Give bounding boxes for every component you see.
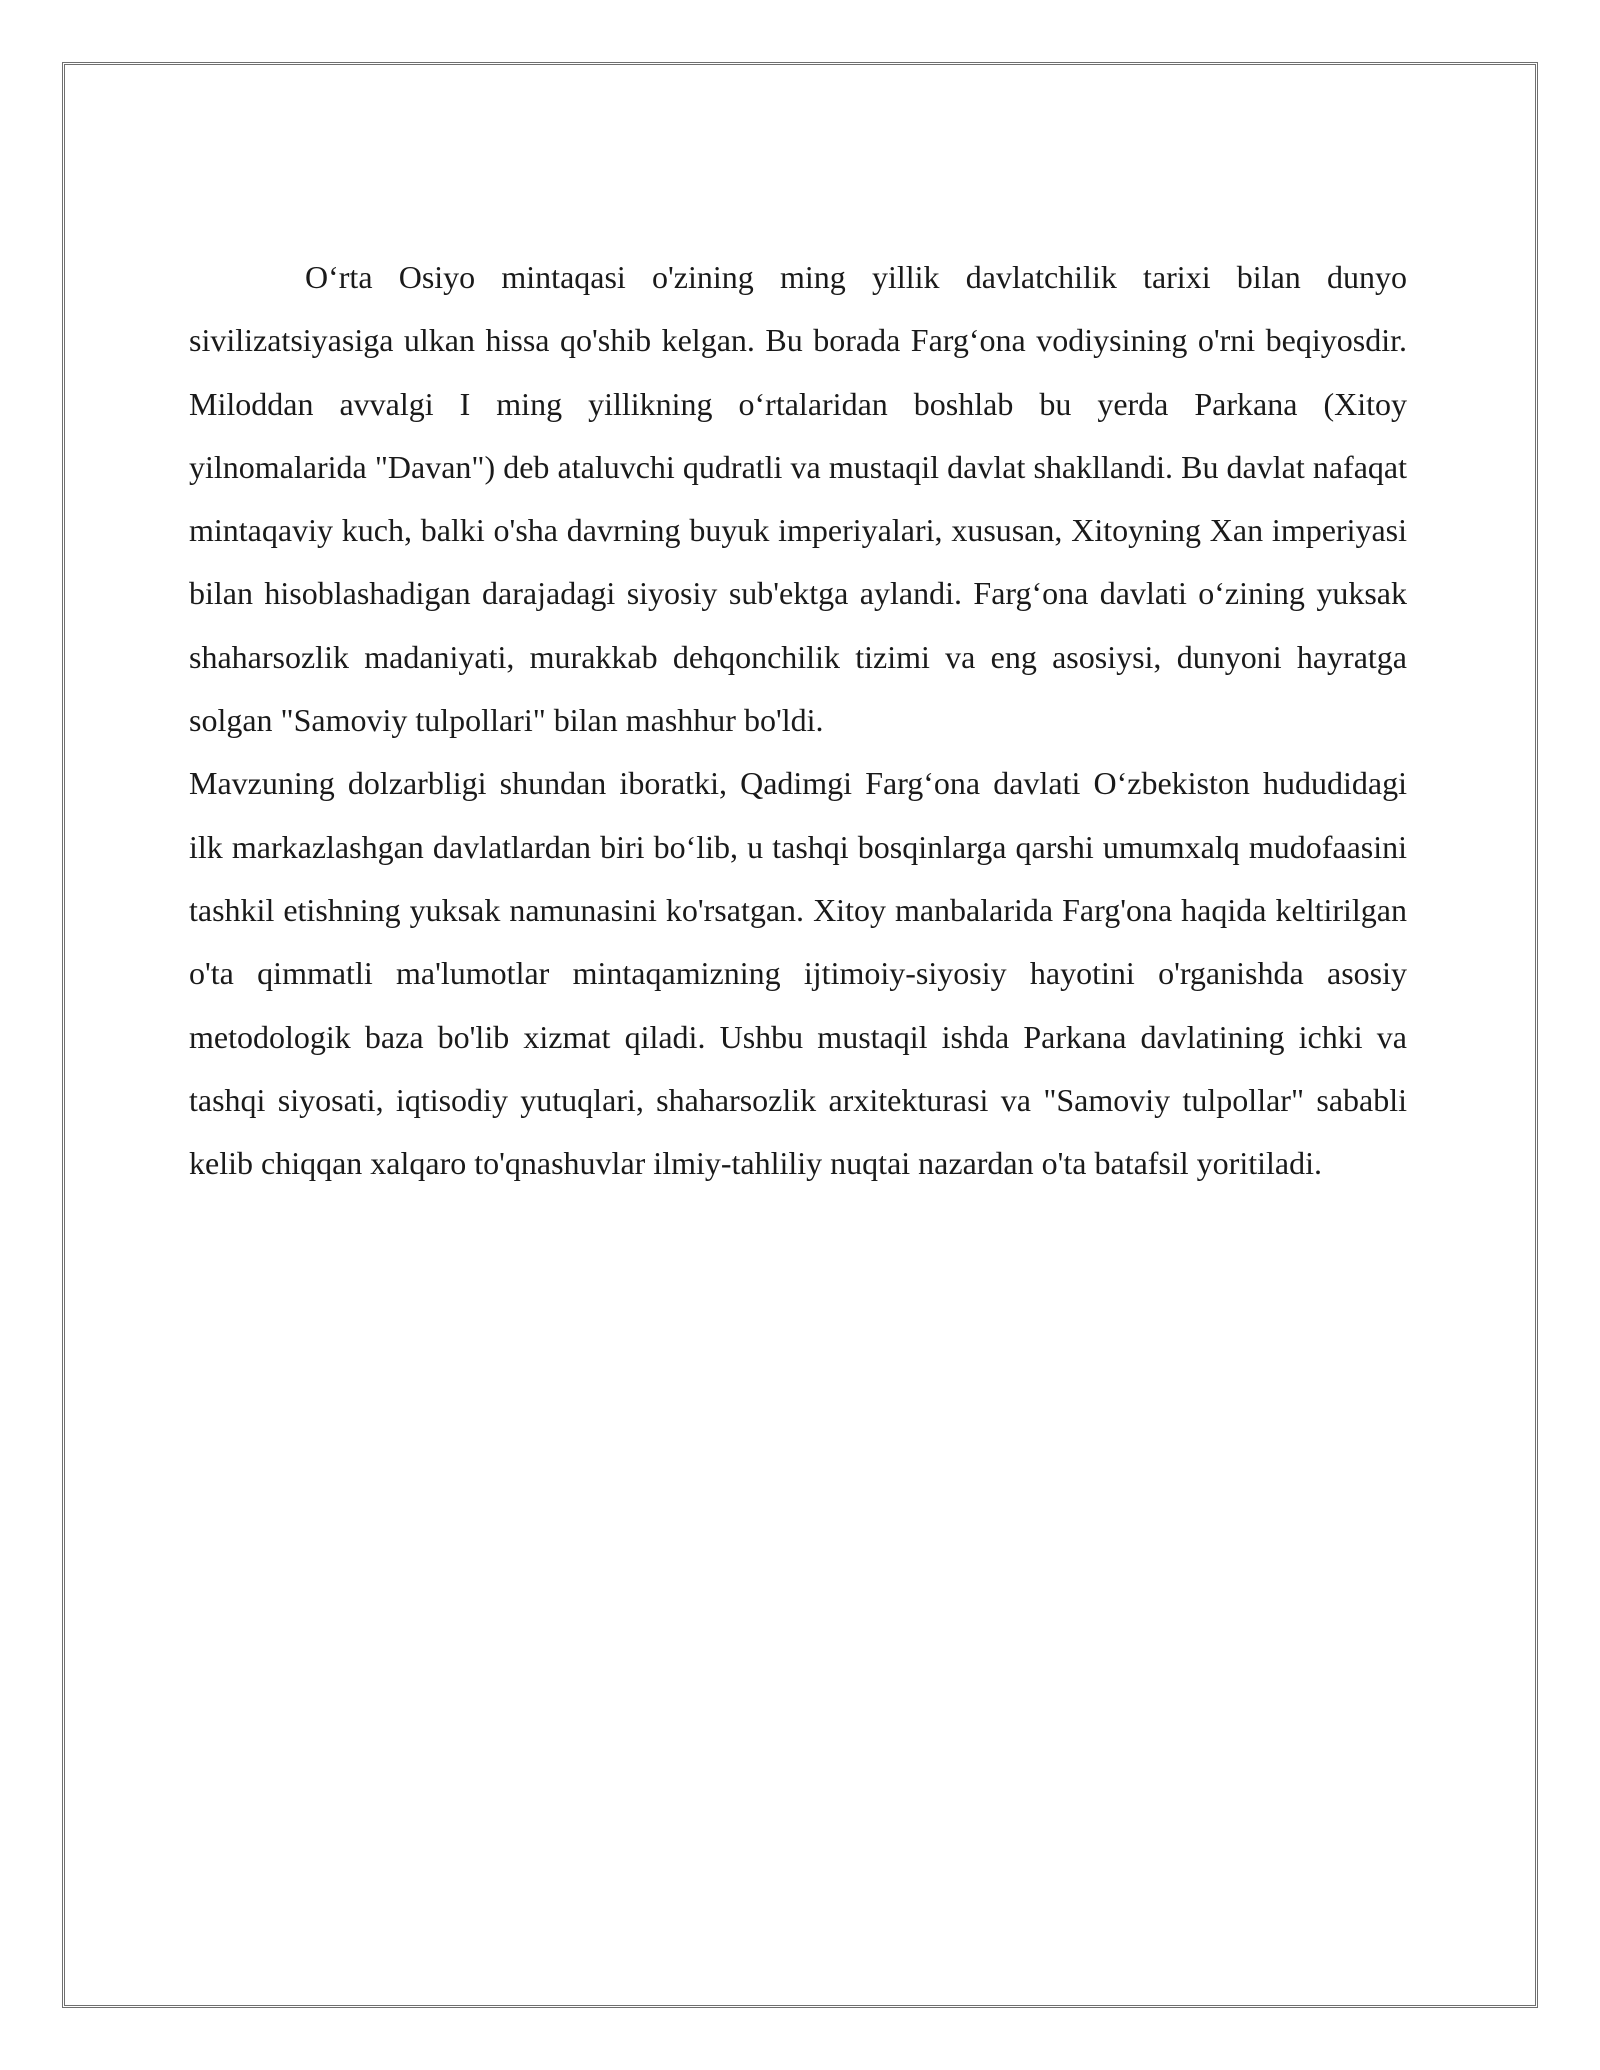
paragraph-introduction: O‘rta Osiyo mintaqasi o'zining ming yillik davlatchilik tarixi bilan dunyo sivilizatsiyasiga ulkan hissa qo'shib kelgan. Bu borada Farg‘ona vodiysining o'rni beqiyosdir. Miloddan avvalgi I ming yillikning o‘rtalaridan boshlab bu yerda Parkana (Xitoy yilnomalarida "Davan") deb ataluvchi qudratli va mustaqil davlat shakllandi. Bu davlat nafaqat mintaqaviy kuch, balki o'sha davrning buyuk imperiyalari, xususan, Xitoyning Xan imperiyasi bilan hisoblashadigan darajadagi siyosiy sub'ektga aylandi. Farg‘ona davlati o‘zining yuksak shaharsozlik madaniyati, murakkab dehqonchilik tizimi va eng asosiysi, dunyoni hayratga solgan "Samoviy tulpollari" bilan mashhur bo'ldi. [189, 259, 1407, 739]
paragraph-relevance: Mavzuning dolzarbligi shundan iboratki, Qadimgi Farg‘ona davlati O‘zbekiston hududidagi ilk markazlashgan davlatlardan biri bo‘lib, u tashqi bosqinlarga qarshi umumxalq mudofaasini tashkil etishning yuksak namunasini ko'rsatgan. Xitoy manbalarida Farg'ona haqida keltirilgan o'ta qimmatli ma'lumotlar mintaqamizning ijtimoiy-siyosiy hayotini o'rganishda asosiy metodologik baza bo'lib xizmat qiladi. Ushbu mustaqil ishda Parkana davlatining ichki va tashqi siyosati, iqtisodiy yutuqlari, shaharsozlik arxitekturasi va "Samoviy tulpollar" sababli kelib chiqqan xalqaro to'qnashuvlar ilmiy-tahliliy nuqtai nazardan o'ta batafsil yoritiladi. [189, 765, 1407, 1182]
document-body [189, 246, 1407, 1195]
